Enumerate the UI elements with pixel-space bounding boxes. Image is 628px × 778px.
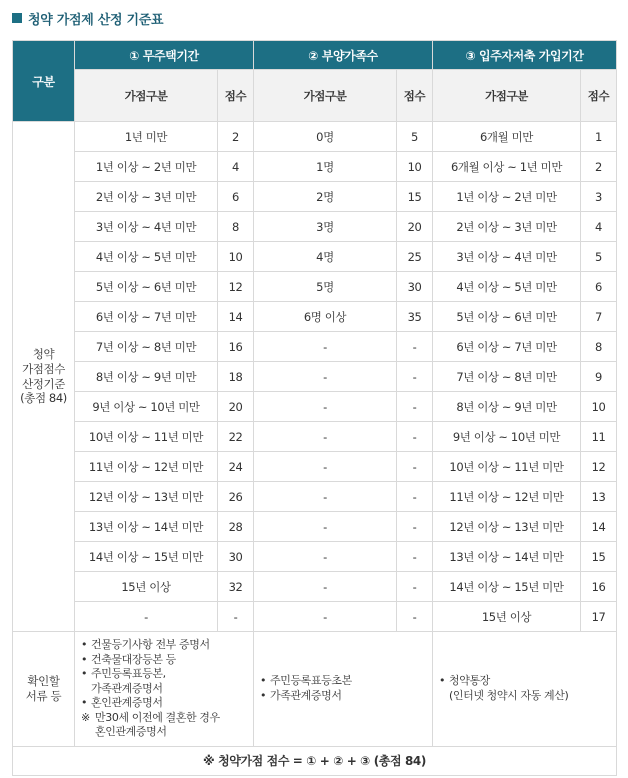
- range-cell: -: [254, 392, 397, 422]
- table-row: [13, 122, 617, 152]
- score-cell: 10: [218, 242, 254, 272]
- score-cell: 30: [218, 542, 254, 572]
- row-group-label: 청약 가점점수 산정기준 (총점 84): [13, 122, 75, 632]
- range-cell: 1년 이상 ~ 2년 미만: [433, 182, 581, 212]
- range-cell: 15년 이상: [433, 602, 581, 632]
- range-cell: 6년 이상 ~ 7년 미만: [433, 332, 581, 362]
- table-row: [13, 332, 617, 362]
- col-label-3: 가점구분: [433, 70, 581, 122]
- score-label-3: 점수: [581, 70, 617, 122]
- range-cell: 11년 이상 ~ 12년 미만: [433, 482, 581, 512]
- score-cell: -: [397, 572, 433, 602]
- bullet-icon: •: [81, 667, 88, 681]
- docs-list: [439, 674, 612, 703]
- score-cell: -: [218, 602, 254, 632]
- category-header-1: ① 무주택기간: [75, 41, 254, 70]
- docs-list-item: [81, 653, 249, 668]
- table-row: [13, 242, 617, 272]
- score-label-1: 점수: [218, 70, 254, 122]
- range-cell: 2년 이상 ~ 3년 미만: [75, 182, 218, 212]
- range-cell: 15년 이상: [75, 572, 218, 602]
- score-cell: 10: [581, 392, 617, 422]
- title-square-icon: [12, 13, 22, 23]
- docs-list-item: [260, 674, 428, 689]
- range-cell: 3년 이상 ~ 4년 미만: [75, 212, 218, 242]
- docs-item-text: 혼인관계증명서: [91, 696, 163, 710]
- score-label-2: 점수: [397, 70, 433, 122]
- score-cell: 12: [581, 452, 617, 482]
- score-cell: 2: [218, 122, 254, 152]
- bullet-icon: •: [81, 696, 88, 710]
- table-row: [13, 482, 617, 512]
- score-cell: 11: [581, 422, 617, 452]
- range-cell: 4년 이상 ~ 5년 미만: [433, 272, 581, 302]
- score-cell: 15: [397, 182, 433, 212]
- score-cell: 17: [581, 602, 617, 632]
- score-cell: 6: [218, 182, 254, 212]
- range-cell: -: [254, 572, 397, 602]
- range-cell: 14년 이상 ~ 15년 미만: [433, 572, 581, 602]
- table-row: [13, 542, 617, 572]
- range-cell: 5명: [254, 272, 397, 302]
- score-cell: -: [397, 332, 433, 362]
- score-cell: 7: [581, 302, 617, 332]
- range-cell: 11년 이상 ~ 12년 미만: [75, 452, 218, 482]
- docs-list: [260, 674, 428, 703]
- category-header-2: ② 부양가족수: [254, 41, 433, 70]
- range-cell: 5년 이상 ~ 6년 미만: [75, 272, 218, 302]
- category-header-3: ③ 입주자저축 가입기간: [433, 41, 617, 70]
- range-cell: 1년 이상 ~ 2년 미만: [75, 152, 218, 182]
- score-cell: -: [397, 512, 433, 542]
- score-cell: 4: [218, 152, 254, 182]
- bullet-icon: •: [81, 652, 88, 666]
- page-title: [12, 8, 163, 28]
- docs-list-item: [81, 711, 249, 740]
- score-cell: 8: [581, 332, 617, 362]
- docs-item-text: 주민등록표등본, 가족관계증명서: [91, 667, 166, 695]
- score-cell: -: [397, 362, 433, 392]
- range-cell: 3년 이상 ~ 4년 미만: [433, 242, 581, 272]
- bullet-icon: ※: [81, 710, 90, 724]
- range-cell: -: [254, 512, 397, 542]
- score-cell: 4: [581, 212, 617, 242]
- score-cell: -: [397, 482, 433, 512]
- range-cell: 9년 이상 ~ 10년 미만: [75, 392, 218, 422]
- bullet-icon: •: [260, 688, 267, 702]
- table-row: [13, 392, 617, 422]
- docs-list-item: [81, 638, 249, 653]
- table-row: [13, 512, 617, 542]
- range-cell: 14년 이상 ~ 15년 미만: [75, 542, 218, 572]
- score-cell: 22: [218, 422, 254, 452]
- range-cell: 6명 이상: [254, 302, 397, 332]
- score-cell: 12: [218, 272, 254, 302]
- range-cell: 8년 이상 ~ 9년 미만: [75, 362, 218, 392]
- score-criteria-table: [12, 40, 617, 776]
- score-cell: 6: [581, 272, 617, 302]
- range-cell: 4년 이상 ~ 5년 미만: [75, 242, 218, 272]
- table-row: [13, 272, 617, 302]
- bullet-icon: •: [81, 638, 88, 651]
- range-cell: -: [254, 332, 397, 362]
- score-cell: 3: [581, 182, 617, 212]
- docs-list-item: [81, 696, 249, 711]
- score-cell: 26: [218, 482, 254, 512]
- range-cell: 13년 이상 ~ 14년 미만: [75, 512, 218, 542]
- table-row: [13, 452, 617, 482]
- range-cell: 2명: [254, 182, 397, 212]
- col-label-1: 가점구분: [75, 70, 218, 122]
- score-cell: 20: [218, 392, 254, 422]
- range-cell: 0명: [254, 122, 397, 152]
- range-cell: 6개월 미만: [433, 122, 581, 152]
- table-row: [13, 602, 617, 632]
- table-row: [13, 212, 617, 242]
- score-cell: 35: [397, 302, 433, 332]
- range-cell: -: [254, 422, 397, 452]
- range-cell: 5년 이상 ~ 6년 미만: [433, 302, 581, 332]
- range-cell: 7년 이상 ~ 8년 미만: [75, 332, 218, 362]
- range-cell: 13년 이상 ~ 14년 미만: [433, 542, 581, 572]
- range-cell: 1년 미만: [75, 122, 218, 152]
- score-cell: 30: [397, 272, 433, 302]
- score-cell: 5: [397, 122, 433, 152]
- docs-list: [81, 638, 249, 740]
- score-cell: -: [397, 602, 433, 632]
- table-row: [13, 302, 617, 332]
- score-cell: 20: [397, 212, 433, 242]
- score-cell: 18: [218, 362, 254, 392]
- bullet-icon: •: [439, 674, 446, 688]
- score-cell: 1: [581, 122, 617, 152]
- score-cell: 28: [218, 512, 254, 542]
- score-cell: 9: [581, 362, 617, 392]
- docs-cell-1: [75, 632, 254, 747]
- docs-item-text: 건물등기사항 전부 증명서: [91, 638, 210, 651]
- docs-list-item: [81, 667, 249, 696]
- score-cell: 24: [218, 452, 254, 482]
- docs-cell-2: [254, 632, 433, 747]
- score-cell: -: [397, 392, 433, 422]
- docs-item-text: 가족관계증명서: [270, 688, 342, 702]
- range-cell: -: [254, 542, 397, 572]
- score-cell: -: [397, 542, 433, 572]
- docs-item-text: 건축물대장등본 등: [91, 652, 176, 666]
- score-cell: 13: [581, 482, 617, 512]
- range-cell: -: [254, 362, 397, 392]
- table-row: [13, 152, 617, 182]
- bullet-icon: •: [260, 674, 267, 688]
- range-cell: -: [254, 482, 397, 512]
- table-row: [13, 362, 617, 392]
- docs-list-item: [439, 674, 612, 703]
- score-cell: 10: [397, 152, 433, 182]
- total-score-footer: ※ 청약가점 점수 = ① + ② + ③ (총점 84): [13, 746, 617, 775]
- range-cell: 8년 이상 ~ 9년 미만: [433, 392, 581, 422]
- docs-item-text: 주민등록표등초본: [270, 674, 352, 688]
- score-cell: 25: [397, 242, 433, 272]
- score-cell: 5: [581, 242, 617, 272]
- score-cell: 15: [581, 542, 617, 572]
- range-cell: 12년 이상 ~ 13년 미만: [75, 482, 218, 512]
- docs-item-text: 청약통장 (인터넷 청약시 자동 계산): [449, 674, 569, 702]
- range-cell: 4명: [254, 242, 397, 272]
- range-cell: 10년 이상 ~ 11년 미만: [75, 422, 218, 452]
- score-cell: 16: [581, 572, 617, 602]
- score-cell: 14: [218, 302, 254, 332]
- docs-cell-3: [433, 632, 617, 747]
- score-cell: 32: [218, 572, 254, 602]
- score-cell: 2: [581, 152, 617, 182]
- score-cell: 14: [581, 512, 617, 542]
- table-row: [13, 182, 617, 212]
- table-row: [13, 572, 617, 602]
- table-row: [13, 422, 617, 452]
- docs-item-text: 만30세 이전에 결혼한 경우 혼인관계증명서: [95, 710, 220, 739]
- page-title-text: 청약 가점제 산정 기준표: [28, 12, 164, 28]
- range-cell: 6년 이상 ~ 7년 미만: [75, 302, 218, 332]
- range-cell: 10년 이상 ~ 11년 미만: [433, 452, 581, 482]
- range-cell: 3명: [254, 212, 397, 242]
- range-cell: -: [254, 602, 397, 632]
- range-cell: 7년 이상 ~ 8년 미만: [433, 362, 581, 392]
- range-cell: 2년 이상 ~ 3년 미만: [433, 212, 581, 242]
- range-cell: 9년 이상 ~ 10년 미만: [433, 422, 581, 452]
- score-cell: -: [397, 452, 433, 482]
- range-cell: 1명: [254, 152, 397, 182]
- range-cell: 12년 이상 ~ 13년 미만: [433, 512, 581, 542]
- range-cell: -: [75, 602, 218, 632]
- score-cell: -: [397, 422, 433, 452]
- range-cell: 6개월 이상 ~ 1년 미만: [433, 152, 581, 182]
- docs-label: 확인할 서류 등: [13, 632, 75, 747]
- score-cell: 16: [218, 332, 254, 362]
- score-cell: 8: [218, 212, 254, 242]
- range-cell: -: [254, 452, 397, 482]
- col-label-2: 가점구분: [254, 70, 397, 122]
- gubun-header: 구분: [13, 41, 75, 122]
- docs-list-item: [260, 689, 428, 704]
